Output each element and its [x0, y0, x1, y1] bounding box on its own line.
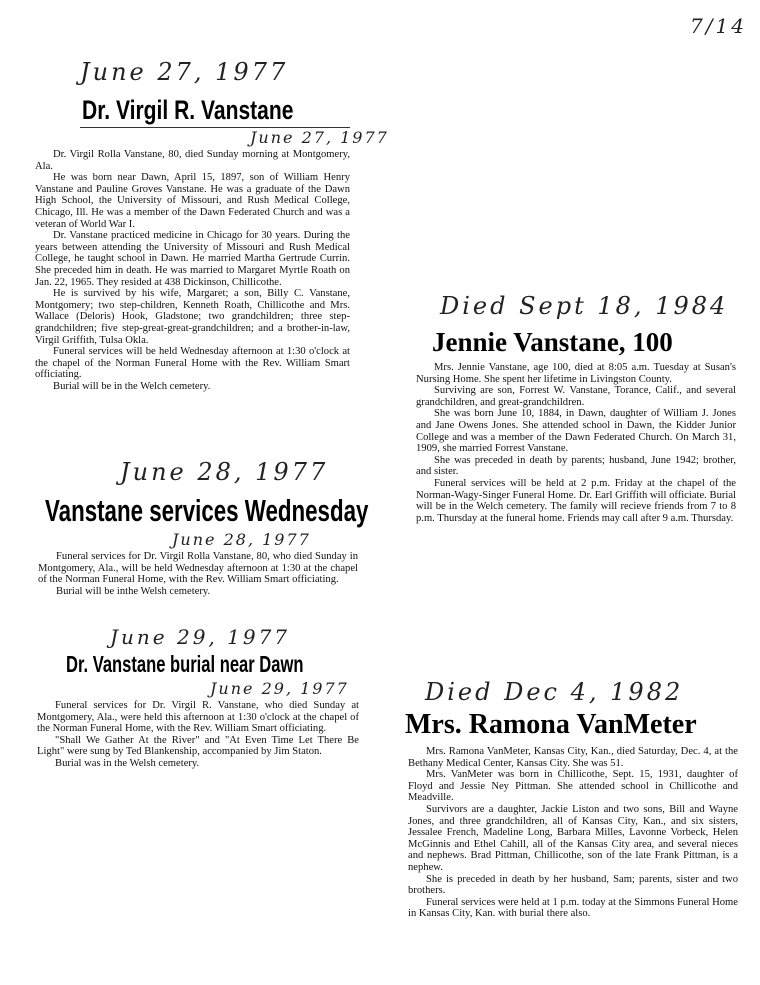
article-body [38, 551, 358, 597]
paragraph: He is survived by his wife, Margaret; a son, Billy C. Vanstane, Montgomery; two step-children, Kenneth Roath, Chillicothe and Mrs. Wallace (Deloris) Hook, Gladstone; two grandchildren; three step-grandchildren; five step-great-great-grandchildren; and a brother-in-law, Virgil Griffith, Tulsa Okla. [35, 288, 350, 346]
paragraph: She was born June 10, 1884, in Dawn, daughter of William J. Jones and Jane Owens Jones. She attended school in Dawn, the Kidder Junior College and was a member of the Dawn Federated Church. On March 31, 1909, she married Forrest Vanstane. [416, 408, 736, 455]
paragraph: Burial was in the Welsh cemetery. [55, 757, 200, 769]
paragraph: Dr. Virgil Rolla Vanstane, 80, died Sunday morning at Montgomery, Ala. [35, 149, 350, 172]
paragraph: "Shall We Gather At the River" and "At Even Time Let There Be Light" were sung by Ted Blankenship, accompanied by Jim Staton. [37, 734, 359, 758]
article-body [35, 149, 350, 392]
paragraph: Funeral services will be held Wednesday afternoon at 1:30 o'clock at the chapel of the Norman Funeral Home with the Rev. William Smart officiating. [35, 346, 350, 381]
article-body [416, 362, 736, 524]
paragraph: Funeral services for Dr. Virgil Rolla Vanstane, 80, who died Sunday in Montgomery, Ala., will be held Wednesday afternoon at 1:30 at the chapel of the Norman Funeral Home, with the Rev. William Smart officiating. [38, 551, 358, 586]
paragraph: Surviving are son, Forrest W. Vanstane, Torance, Calif., and several grandchildren, and great-grandchildren. [416, 385, 736, 408]
headline: Dr. Vanstane burial near Dawn [66, 651, 304, 677]
headline: Vanstane services Wednesday [45, 493, 369, 528]
margin-date: June 29, 1977 [210, 679, 349, 698]
paragraph: She was preceded in death by parents; husband, June 1942; brother, and sister. [416, 454, 736, 478]
paragraph: Funeral services will be held at 2 p.m. Friday at the chapel of the Norman-Wagy-Singer Funeral Home. Dr. Earl Griffith will officiate. Burial will be in the Welch cemetery. The family will recieve friends from 7 to 8 p.m. Thursday at the funeral home. Friends may call after 9 a.m. Thursday. [416, 477, 736, 524]
paragraph: Mrs. VanMeter was born in Chillicothe, Sept. 15, 1931, daughter of Floyd and Jessie Ney Pittman. She attended school in Chillicothe and Meadville. [408, 769, 738, 804]
paragraph: Dr. Vanstane practiced medicine in Chicago for 30 years. During the years between attending the University of Missouri and Rush Medical College, he taught school in Dawn. He married Martha Gertrude Currin. She preceded him in death. He was married to Margaret Myrtle Roath on Jan. 22, 1965. They resided at 438 Dickinson, Chillicothe. [35, 230, 350, 288]
headline: Mrs. Ramona VanMeter [405, 709, 697, 740]
paragraph: Survivors are a daughter, Jackie Liston and two sons, Bill and Wayne Jones, and three grandchildren, all of Kansas City, Kan., and six sisters, Jessalee French, Madeline Long, Barbara Milles, Lavonne Vorbeck, Helen McGinnis and Ethel Cahill, all of the Kansas City area, and several nieces and nephews. Brad Pittman, Chillicothe, son of the late Frank Pittman, is a nephew. [408, 803, 738, 873]
article-body [37, 700, 359, 770]
handwritten-date: June 29, 1977 [110, 625, 291, 649]
paragraph: She is preceded in death by her husband, Sam; parents, sister and two brothers. [408, 873, 738, 897]
paragraph: Burial will be inthe Welsh cemetery. [56, 585, 211, 597]
paragraph: Funeral services for Dr. Virgil R. Vanstane, who died Sunday at Montgomery, Ala., were held this afternoon at 1:30 o'clock at the chapel of the Norman Funeral Home, with the Rev. William Smart officiating. [37, 700, 359, 735]
headline: Dr. Virgil R. Vanstane [82, 95, 294, 125]
handwritten-date: Died Sept 18, 1984 [440, 292, 729, 320]
paragraph: Mrs. Jennie Vanstane, age 100, died at 8:05 a.m. Tuesday at Susan's Nursing Home. She spent her lifetime in Livingston County. [416, 362, 736, 385]
margin-date: June 27, 1977 [250, 128, 389, 147]
handwritten-date: June 27, 1977 [80, 58, 289, 86]
page-note: 7/14 [690, 14, 747, 38]
handwritten-date: June 28, 1977 [120, 458, 329, 486]
paragraph: Mrs. Ramona VanMeter, Kansas City, Kan., died Saturday, Dec. 4, at the Bethany Medical Center, Kansas City. She was 51. [408, 746, 738, 769]
paragraph: Funeral services were held at 1 p.m. today at the Simmons Funeral Home in Kansas City, Kan. with burial there also. [408, 896, 738, 920]
paragraph: Burial will be in the Welch cemetery. [53, 380, 211, 392]
margin-date: June 28, 1977 [172, 530, 311, 549]
article-body [408, 746, 738, 920]
headline: Jennie Vanstane, 100 [432, 327, 673, 357]
handwritten-date: Died Dec 4, 1982 [425, 678, 684, 706]
paragraph: He was born near Dawn, April 15, 1897, son of William Henry Vanstane and Pauline Groves Vanstane. He was a graduate of the Dawn High School, the University of Missouri, and Rush Medical College, Chicago, Ill. He was a member of the Dawn Federated Church and was a veteran of World War I. [35, 172, 350, 230]
